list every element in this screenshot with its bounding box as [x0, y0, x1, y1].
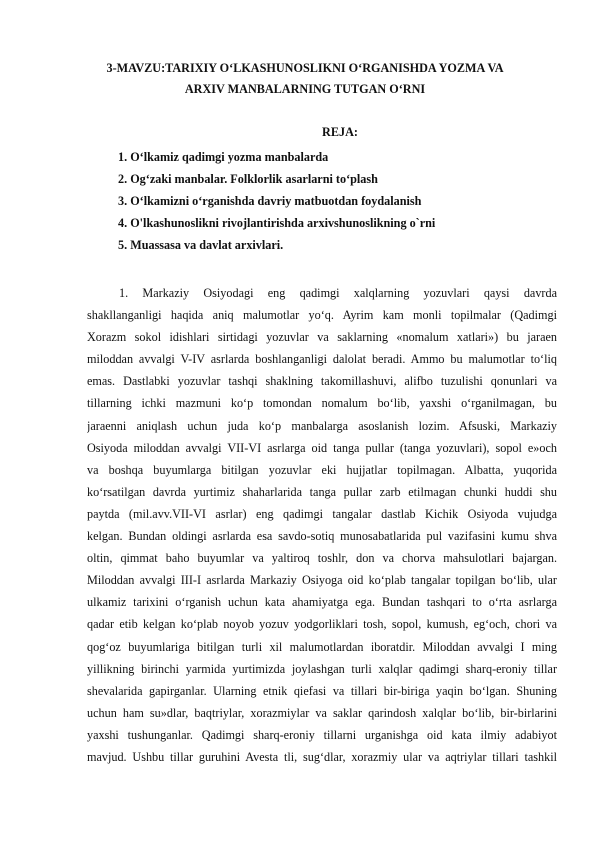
body-line: miloddan avvalgi V-IV asrlarda boshlanganligi dalolat beradi. Ammo bu malumotlar to‘liq: [87, 352, 557, 367]
body-line: va boshqa buyumlarga bitilgan yozuvlar eki hujjatlar topilmagan. Albatta, yuqorida: [87, 462, 557, 477]
body-line: paytda (mil.avv.VII-VI asrlar) eng qadimgi tangalar dastlab Kichik Osiyoda vujudga: [87, 506, 557, 521]
plan-item: 1. O‘lkamiz qadimgi yozma manbalarda: [118, 150, 329, 164]
body-line: Xorazm sokol idishlari sirtidagi yozuvlar va saklarning «nomalum xatlari») bu jaraen: [87, 330, 557, 345]
body-line: qog‘oz buyumlariga bitilgan turli xil malumotlardan iboratdir. Miloddan avvalgi I ming: [87, 639, 557, 654]
plan-item: 3. O‘lkamizni o‘rganishda davriy matbuotdan foydalanish: [118, 194, 422, 208]
body-line: 1. Markaziy Osiyodagi eng qadimgi xalqlarning yozuvlari qaysi davrda: [119, 286, 557, 300]
body-line: uchun ham su»dlar, baqtriylar, xorazmiylar va saklar qarindosh xalqlar bo‘lib, bir-birlarini: [87, 705, 557, 720]
body-line: yaxshi tushunganlar. Qadimgi sharq-eroniy tillarni urganishga oid kata ilmiy adabiyot: [87, 727, 557, 742]
body-line: qadar etib kelgan ko‘plab noyob yozuv yodgorliklari tosh, sopol, kumush, eg‘och, chori va: [87, 617, 557, 632]
body-line: yillikning birinchi yarmida yurtimizda joylashgan turli xalqlar qadimgi sharq-eroniy tillar: [87, 661, 557, 676]
body-line: tillarning ichki mazmuni ko‘p tomondan nomalum bo‘lib, yaxshi o‘rganilmagan, bu: [87, 396, 557, 411]
plan-list: [118, 146, 435, 256]
body-line: jaraenni aniqlash uchun juda ko‘p manbalarga asoslanish lozim. Afsuski, Markaziy: [87, 418, 557, 433]
body-line: Miloddan avvalgi III-I asrlarda Markaziy Osiyoga oid ko‘plab tangalar topilgan bo‘lib, ular: [87, 573, 557, 588]
body-line: ulkamiz tarixini o‘rganish uchun kata ahamiyatga ega. Bundan tashqari to o‘rta asrlarga: [87, 595, 557, 610]
plan-heading: REJA:: [322, 125, 358, 139]
body-line: oltin, qimmat baho buyumlar va yaltiroq toshlr, don va chorva mahsulotlari bajargan.: [87, 551, 557, 566]
body-line: kelgan. Bundan oldingi asrlarda esa savdo-sotiq munosabatlarida pul vazifasini kumu shva: [87, 529, 557, 544]
body-line: shevalarida gapirganlar. Ularning etnik qiefasi va tillari bir-biriga yaqin bo‘lgan. Shuning: [87, 683, 557, 698]
body-paragraph: [87, 282, 557, 768]
body-line: ko‘rsatilgan davrda yurtimiz shaharlarida tanga pullar zarb etilmagan chunki huddi shu: [87, 484, 557, 499]
body-line: emas. Dastlabki yozuvlar tashqi shaklning takomillashuvi, alifbo tuzulishi qonunlari va: [87, 374, 557, 389]
topic-title-line-1: 3-MAVZU:TARIXIY O‘LKASHUNOSLIKNI O‘RGANISHDA YOZMA VA: [106, 61, 504, 75]
plan-item: 2. Og‘zaki manbalar. Folklorlik asarlarni to‘plash: [118, 172, 378, 186]
plan-item: 4. O'lkashunoslikni rivojlantirishda arxivshunoslikning o`rni: [118, 216, 436, 230]
body-line: mavjud. Ushbu tillar guruhini Avesta tli, sug‘dlar, xorazmiy ular va aqtriylar tillari tashkil: [87, 749, 557, 764]
body-line: Osiyoda miloddan avvalgi VII-VI asrlarga oid tanga pullar (tanga yozuvlari), sopol e»och: [87, 440, 557, 455]
body-line: shakllanganligi haqida aniq malumotlar yo‘q. Ayrim kam monli topilmalar (Qadimgi: [87, 308, 557, 323]
plan-item: 5. Muassasa va davlat arxivlari.: [118, 238, 284, 252]
topic-title: [70, 58, 540, 100]
topic-title-line-2: ARXIV MANBALARNING TUTGAN O‘RNI: [184, 82, 426, 96]
